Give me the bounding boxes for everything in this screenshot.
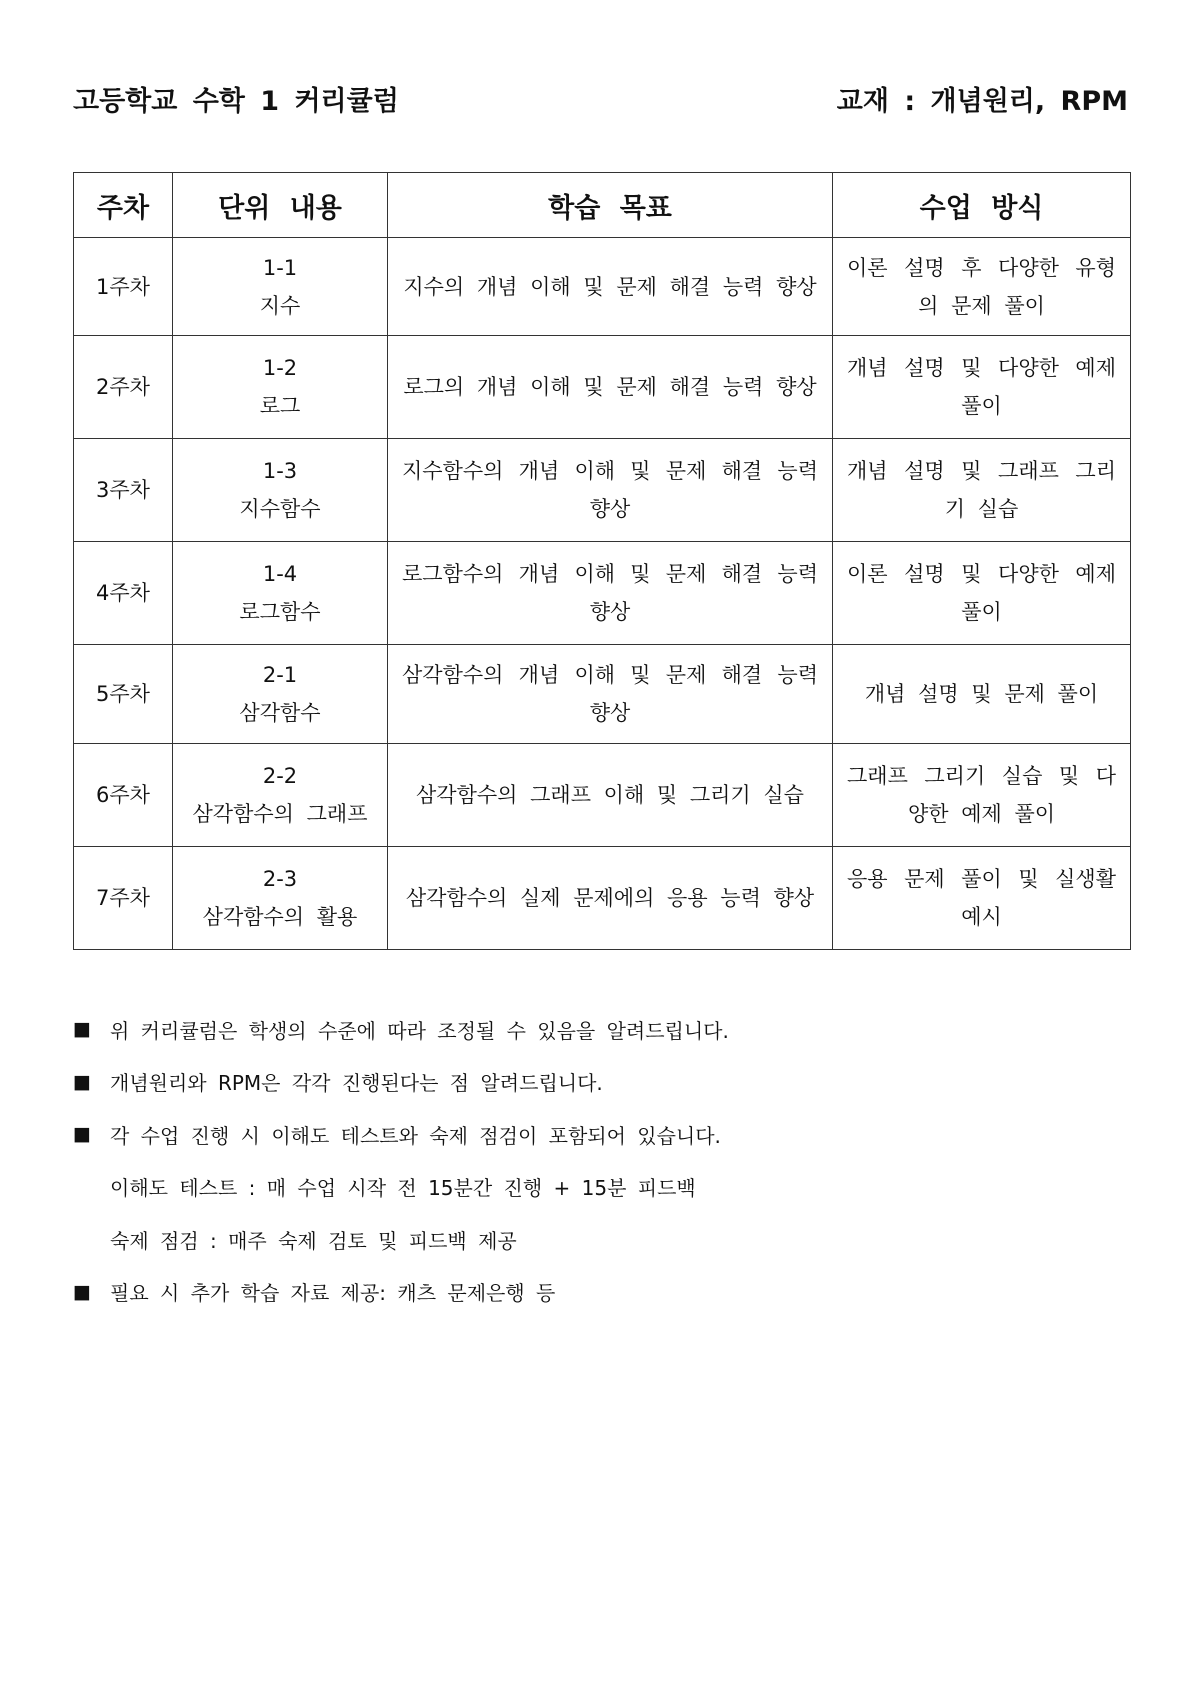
unit-code: 1-2 <box>262 356 298 380</box>
unit-code: 1-1 <box>262 255 298 280</box>
bullet-square-icon: ■ <box>73 1280 91 1303</box>
unit-code: 2-1 <box>262 663 298 687</box>
goal-cell: 로그함수의 개념 이해 및 문제 해결 능력 향상 <box>388 542 833 645</box>
unit-cell <box>173 238 388 336</box>
bullet-square-icon: ■ <box>73 1070 91 1093</box>
table-row <box>74 744 1131 847</box>
unit-code: 1-3 <box>262 459 298 483</box>
curriculum-table <box>73 172 1131 950</box>
note-item <box>73 1108 1128 1161</box>
week-cell: 1주차 <box>74 238 173 336</box>
note-sub-item <box>73 1161 1128 1214</box>
goal-cell: 로그의 개념 이해 및 문제 해결 능력 향상 <box>388 336 833 439</box>
goal-cell: 삼각함수의 실제 문제에의 응용 능력 향상 <box>388 847 833 950</box>
goal-cell: 지수함수의 개념 이해 및 문제 해결 능력 향상 <box>388 439 833 542</box>
table-row <box>74 847 1131 950</box>
note-item <box>73 1003 1128 1056</box>
method-cell: 그래프 그리기 실습 및 다양한 예제 풀이 <box>833 744 1131 847</box>
week-cell: 6주차 <box>74 744 173 847</box>
document-title: 고등학교 수학 1 커리큘럼 <box>73 85 399 117</box>
table-row <box>74 645 1131 744</box>
method-cell: 이론 설명 후 다양한 유형의 문제 풀이 <box>833 238 1131 336</box>
notes-list <box>73 1003 1128 1318</box>
unit-cell <box>173 439 388 542</box>
document-header <box>73 76 1128 120</box>
unit-name: 지수 <box>259 293 301 318</box>
note-sub-text: 이해도 테스트 : 매 수업 시작 전 15분간 진행 + 15분 피드백 <box>110 1176 696 1201</box>
unit-name: 로그 <box>259 394 301 418</box>
table-header-row <box>74 173 1131 238</box>
method-cell: 응용 문제 풀이 및 실생활 예시 <box>833 847 1131 950</box>
goal-cell: 지수의 개념 이해 및 문제 해결 능력 향상 <box>388 238 833 336</box>
header-unit: 단위 내용 <box>173 173 388 238</box>
unit-name: 삼각함수의 그래프 <box>192 802 368 826</box>
method-cell: 개념 설명 및 문제 풀이 <box>833 645 1131 744</box>
week-cell: 2주차 <box>74 336 173 439</box>
unit-name: 지수함수 <box>239 497 321 521</box>
unit-code: 1-4 <box>262 562 298 586</box>
week-cell: 4주차 <box>74 542 173 645</box>
week-cell: 3주차 <box>74 439 173 542</box>
bullet-square-icon: ■ <box>73 1123 91 1146</box>
note-text: 개념원리와 RPM은 각각 진행된다는 점 알려드립니다. <box>110 1071 603 1096</box>
note-text: 필요 시 추가 학습 자료 제공: 캐츠 문제은행 등 <box>110 1281 556 1306</box>
note-sub-item <box>73 1213 1128 1266</box>
note-sub-text: 숙제 점검 : 매주 숙제 검토 및 피드백 제공 <box>110 1228 517 1253</box>
unit-name: 삼각함수의 활용 <box>202 905 358 929</box>
note-item <box>73 1266 1128 1319</box>
unit-name: 로그함수 <box>239 600 321 624</box>
header-method: 수업 방식 <box>833 173 1131 238</box>
unit-cell <box>173 645 388 744</box>
method-cell: 개념 설명 및 다양한 예제 풀이 <box>833 336 1131 439</box>
unit-cell <box>173 847 388 950</box>
method-cell: 이론 설명 및 다양한 예제 풀이 <box>833 542 1131 645</box>
textbook-label: 교재 : 개념원리, RPM <box>836 85 1128 117</box>
week-cell: 5주차 <box>74 645 173 744</box>
table-row <box>74 542 1131 645</box>
unit-name: 삼각함수 <box>239 701 321 725</box>
goal-cell: 삼각함수의 개념 이해 및 문제 해결 능력 향상 <box>388 645 833 744</box>
unit-code: 2-3 <box>262 867 298 891</box>
unit-cell <box>173 542 388 645</box>
note-text: 위 커리큘럼은 학생의 수준에 따라 조정될 수 있음을 알려드립니다. <box>110 1018 729 1043</box>
table-row <box>74 439 1131 542</box>
table-row <box>74 336 1131 439</box>
bullet-square-icon: ■ <box>73 1018 91 1041</box>
unit-code: 2-2 <box>262 764 298 788</box>
note-item <box>73 1056 1128 1109</box>
method-cell: 개념 설명 및 그래프 그리기 실습 <box>833 439 1131 542</box>
goal-cell: 삼각함수의 그래프 이해 및 그리기 실습 <box>388 744 833 847</box>
table-row <box>74 238 1131 336</box>
header-week: 주차 <box>74 173 173 238</box>
unit-cell <box>173 744 388 847</box>
header-goal: 학습 목표 <box>388 173 833 238</box>
unit-cell <box>173 336 388 439</box>
week-cell: 7주차 <box>74 847 173 950</box>
note-text: 각 수업 진행 시 이해도 테스트와 숙제 점검이 포함되어 있습니다. <box>110 1123 721 1148</box>
